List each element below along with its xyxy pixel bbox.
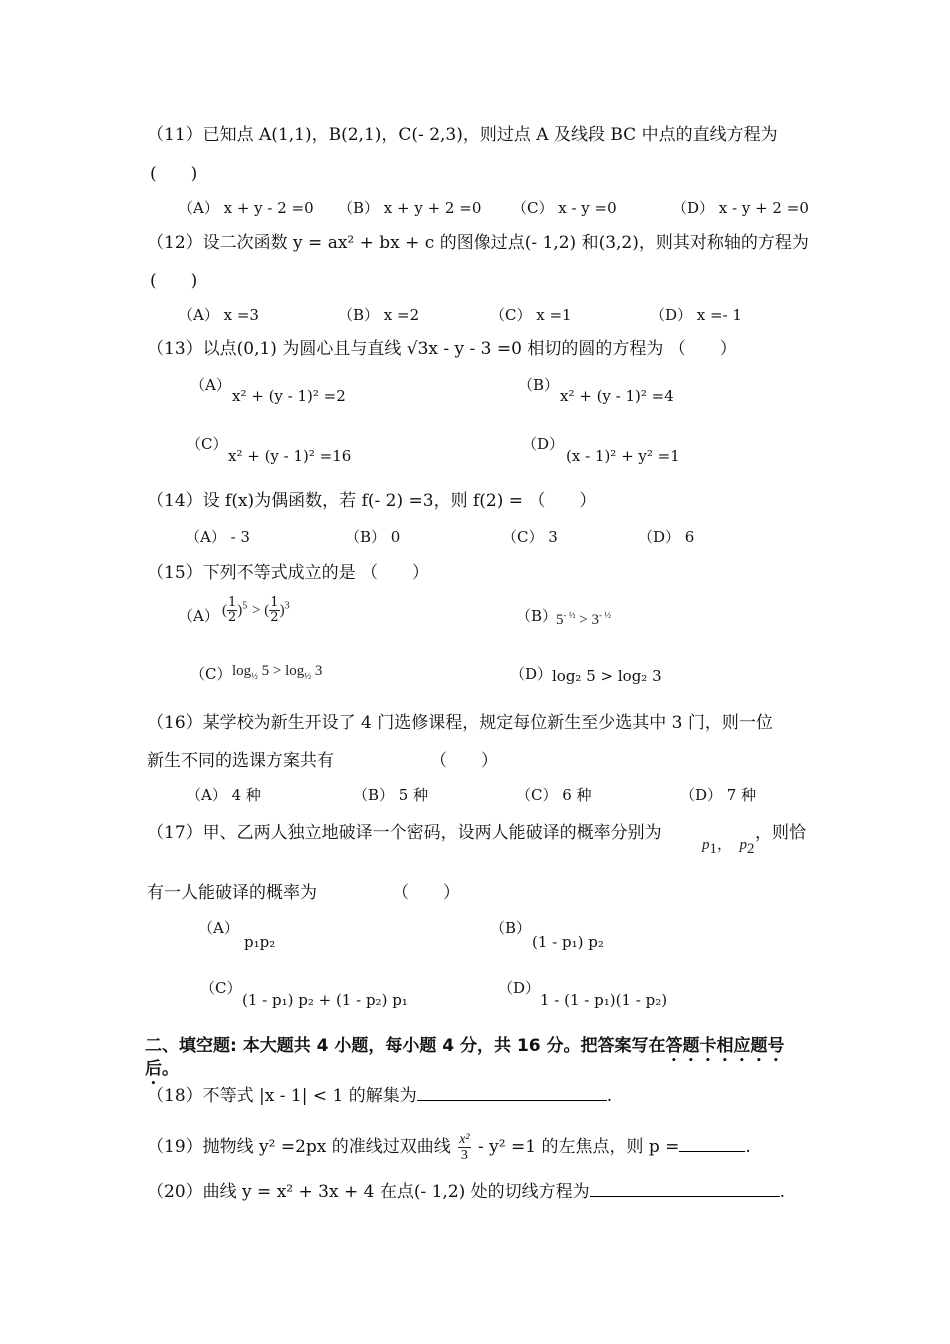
q13-option-b-label: （B）	[518, 376, 560, 394]
q11-option-c: （C） x - y =0	[512, 199, 617, 217]
q17-option-a-label: （A）	[198, 919, 239, 937]
q13-option-a: x² + (y - 1)² =2	[232, 387, 346, 405]
q13-option-c: x² + (y - 1)² =16	[228, 447, 352, 465]
section2-title-c: 后	[145, 1059, 162, 1079]
q20-end: .	[779, 1182, 786, 1202]
q19-line	[147, 1132, 751, 1163]
q19-answer-blank[interactable]	[679, 1135, 745, 1152]
q16-option-d: （D） 7 种	[680, 786, 757, 804]
q17-p1-p2: $p_1$， $p_2$	[702, 837, 755, 857]
q17-stem-line1: （17）甲、乙两人独立地破译一个密码，设两人能破译的概率分别为	[147, 823, 662, 843]
q13-stem: （13）以点(0,1) 为圆心且与直线 √3x - y - 3 =0 相切的圆的方程为 （ ）	[147, 339, 737, 359]
q19-fraction: $\frac{\text{x²}}{3}$	[459, 1132, 470, 1163]
section2-heading	[145, 1035, 785, 1066]
section2-title-b: 答题卡相应题号	[665, 1036, 785, 1056]
q17-option-d: 1 - (1 - p₁)(1 - p₂)	[540, 991, 668, 1009]
q17-option-c: (1 - p₁) p₂ + (1 - p₂) p₁	[242, 991, 408, 1009]
q17-option-b: (1 - p₁) p₂	[532, 933, 604, 951]
q16-stem-line1: （16）某学校为新生开设了 4 门选修课程，规定每位新生至少选其中 3 门，则一位	[147, 713, 773, 733]
q15-option-d-label: （D）	[510, 665, 553, 683]
q18-stem: （18）不等式 |x - 1| < 1 的解集为	[147, 1086, 417, 1106]
q13-option-b: x² + (y - 1)² =4	[560, 387, 674, 405]
q11-paren: ( )	[150, 164, 198, 184]
q18-end: .	[606, 1086, 613, 1106]
q13-option-a-label: （A）	[190, 376, 231, 394]
q14-option-b: （B） 0	[345, 528, 401, 546]
q13-option-d-label: （D）	[522, 435, 565, 453]
q17-option-a: p₁p₂	[244, 933, 276, 951]
q19-stem-b: - y² =1 的左焦点，则 p =	[478, 1137, 680, 1157]
q11-option-d: （D） x - y + 2 =0	[672, 199, 809, 217]
q14-option-c: （C） 3	[502, 528, 558, 546]
section2-title-a: 二、填空题: 本大题共 4 小题，每小题 4 分，共 16 分。把答案写在	[145, 1036, 666, 1056]
q19-stem-a: （19）抛物线 y² =2px 的准线过双曲线	[147, 1137, 451, 1157]
q17-paren: （ ）	[392, 883, 460, 903]
q20-stem: （20）曲线 y = x² + 3x + 4 在点(- 1,2) 处的切线方程为	[147, 1182, 590, 1202]
q15-option-b-expr: $5^{- \frac{1}{2}} > 3^{- \frac{1}{2}}$	[556, 610, 611, 628]
q11-option-a: （A） x + y - 2 =0	[178, 199, 314, 217]
q11-stem: （11）已知点 A(1,1)，B(2,1)，C(- 2,3)，则过点 A 及线段 BC 中点的直线方程为	[147, 125, 778, 145]
q15-option-b-label: （B）	[516, 607, 558, 625]
q16-option-c: （C） 6 种	[516, 786, 592, 804]
q13-option-c-label: （C）	[186, 435, 228, 453]
q19-end: .	[745, 1137, 751, 1157]
q12-stem: （12）设二次函数 y = ax² + bx + c 的图像过点(- 1,2) 和(3,2)，则其对称轴的方程为	[147, 233, 809, 253]
q18-answer-blank[interactable]	[417, 1084, 607, 1101]
q14-option-a: （A） - 3	[185, 528, 250, 546]
q17-stem-line1-end: ，则恰	[755, 823, 806, 843]
q15-stem: （15）下列不等式成立的是 （ ）	[147, 563, 430, 583]
q12-option-a: （A） x =3	[178, 306, 259, 324]
q13-option-d: (x - 1)² + y² =1	[566, 447, 680, 465]
q16-paren: （ ）	[430, 751, 498, 771]
q17-option-c-label: （C）	[200, 979, 242, 997]
q14-stem: （14）设 f(x)为偶函数，若 f(- 2) =3，则 f(2) = （ ）	[147, 491, 597, 511]
q15-option-a-expr: ( $\frac{1}{2}$ )$^5$ > ( $\frac{1}{2}$ )$^3$	[222, 595, 290, 625]
q15-option-c-label: （C）	[190, 665, 232, 683]
q15-option-d: log₂ 5 > log₂ 3	[552, 667, 662, 685]
q16-option-b: （B） 5 种	[353, 786, 429, 804]
q12-option-c: （C） x =1	[490, 306, 572, 324]
q17-stem-line2: 有一人能破译的概率为	[147, 883, 317, 903]
q12-paren: ( )	[150, 271, 198, 291]
q20-line	[147, 1180, 785, 1203]
q11-option-b: （B） x + y + 2 =0	[338, 199, 482, 217]
q12-option-b: （B） x =2	[338, 306, 420, 324]
q18-line	[147, 1084, 612, 1107]
q16-option-a: （A） 4 种	[186, 786, 261, 804]
q14-option-d: （D） 6	[638, 528, 695, 546]
q15-option-c-expr: $\log_{\frac{1}{2}} 5 > \log_{\frac{1}{2}} 3$	[232, 663, 323, 681]
q15-option-a-label: （A）	[178, 607, 219, 625]
q17-option-b-label: （B）	[490, 919, 532, 937]
q16-stem-line2: 新生不同的选课方案共有	[147, 751, 334, 771]
section2-title-d: 。	[162, 1059, 179, 1079]
q12-option-d: （D） x =- 1	[650, 306, 742, 324]
q20-answer-blank[interactable]	[590, 1180, 780, 1197]
q17-option-d-label: （D）	[498, 979, 541, 997]
